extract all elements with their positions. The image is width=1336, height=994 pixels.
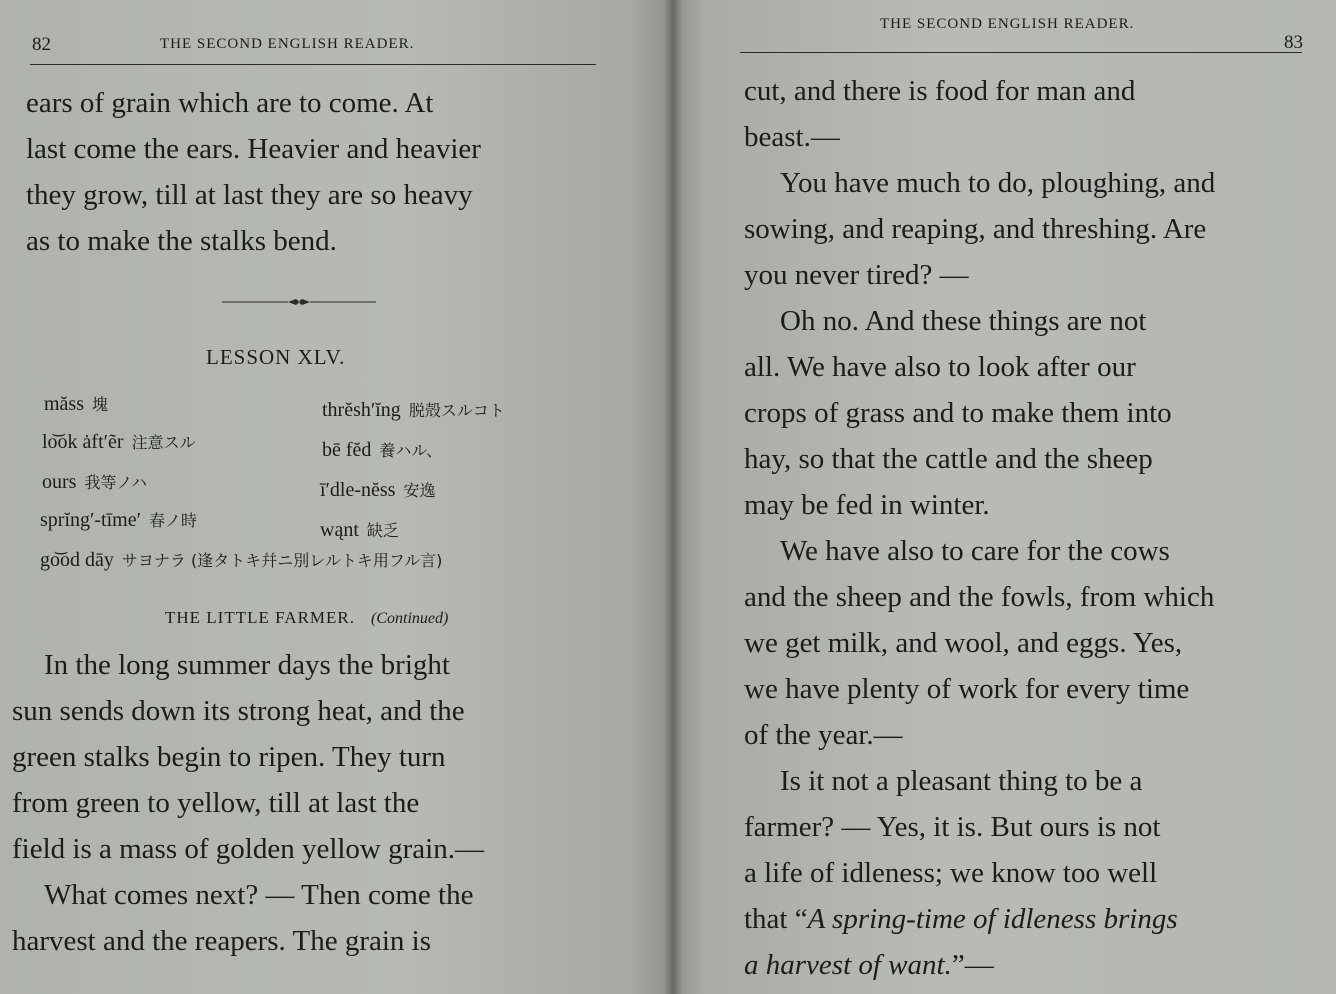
- right-body: [744, 68, 1310, 988]
- text-line: We have also to care for the cows: [780, 535, 1170, 567]
- vocab-item: [320, 478, 435, 502]
- text-line: You have much to do, ploughing, and: [780, 167, 1216, 199]
- quote-lead: that “: [744, 903, 808, 935]
- top-paragraph: [26, 80, 594, 264]
- running-head: THE SECOND ENGLISH READER.: [880, 16, 1135, 32]
- story-title-text: THE LITTLE FARMER.: [165, 608, 356, 627]
- quote-line: [744, 896, 1310, 942]
- vocab-item: [44, 392, 108, 416]
- text-line: green stalks begin to ripen. They turn: [12, 741, 446, 773]
- story-title: [165, 608, 448, 628]
- vocab-gloss: 塊: [92, 395, 109, 414]
- page-number: 82: [32, 34, 51, 55]
- text-line: Oh no. And these things are not: [780, 305, 1147, 337]
- text-line: we get milk, and wool, and eggs. Yes,: [744, 627, 1183, 659]
- text-line: may be fed in winter.: [744, 489, 990, 521]
- vocab-item: [40, 508, 197, 532]
- vocab-word: wąnt: [320, 519, 359, 541]
- vocab-word: lo͝ok ȧft′ẽr: [42, 431, 124, 453]
- vocab-word: sprĭng′-tīme′: [40, 509, 141, 531]
- header-rule: [740, 52, 1302, 53]
- text-line: ears of grain which are to come. At: [26, 87, 434, 119]
- vocab-gloss: 注意スル: [131, 433, 196, 452]
- vocab-gloss: 我等ノハ: [84, 473, 148, 492]
- text-line: they grow, till at last they are so heavy: [26, 179, 473, 211]
- text-line: beast.—: [744, 121, 840, 153]
- lesson-title: LESSON XLV.: [206, 345, 346, 369]
- text-line: as to make the stalks bend.: [26, 225, 337, 257]
- text-line: farmer? — Yes, it is. But ours is not: [744, 811, 1161, 843]
- right-page: [672, 0, 1336, 994]
- vocab-item: [320, 518, 399, 542]
- vocab-word: bē fĕd: [322, 439, 372, 461]
- story-title-note: (Continued): [371, 610, 449, 627]
- text-line: In the long summer days the bright: [44, 649, 450, 681]
- vocab-gloss: 安逸: [403, 481, 436, 500]
- vocab-item: [42, 470, 147, 494]
- vocab-word: ī′dle-nĕss: [320, 479, 396, 501]
- page-number: 83: [1284, 32, 1303, 53]
- header-rule: [30, 64, 596, 65]
- quote-line: [744, 942, 1310, 988]
- book-gutter: [664, 0, 682, 994]
- vocab-word: thrĕsh′ĭng: [322, 399, 401, 421]
- text-line: Is it not a pleasant thing to be a: [780, 765, 1143, 797]
- vocab-gloss: 養ハル、: [379, 441, 443, 460]
- vocab-gloss: 脱殻スルコト: [408, 401, 505, 420]
- text-line: crops of grass and to make them into: [744, 397, 1172, 429]
- quote-italic: A spring-time of idleness brings: [807, 903, 1178, 935]
- text-line: cut, and there is food for man and: [744, 75, 1136, 107]
- text-line: What comes next? — Then come the: [44, 879, 474, 911]
- vocab-item: [322, 398, 505, 422]
- divider-ornament: [222, 298, 376, 306]
- text-line: from green to yellow, till at last the: [12, 787, 420, 819]
- text-line: hay, so that the cattle and the sheep: [744, 443, 1153, 475]
- text-line: you never tired? —: [744, 259, 969, 291]
- quote-tail: ”—: [951, 949, 994, 981]
- quote-italic: a harvest of want.: [744, 949, 952, 981]
- vocab-gloss: 春ノ時: [148, 511, 197, 530]
- vocab-item: [42, 430, 196, 454]
- vocab-item: [322, 438, 442, 462]
- text-line: field is a mass of golden yellow grain.—: [12, 833, 484, 865]
- vocab-item: [40, 548, 442, 572]
- running-head: THE SECOND ENGLISH READER.: [160, 36, 415, 52]
- text-line: we have plenty of work for every time: [744, 673, 1190, 705]
- body-paragraph: [12, 642, 576, 964]
- text-line: of the year.—: [744, 719, 903, 751]
- vocab-word: go͝od dāy: [40, 549, 114, 571]
- text-line: sowing, and reaping, and threshing. Are: [744, 213, 1207, 245]
- text-line: a life of idleness; we know too well: [744, 857, 1158, 889]
- vocab-word: măss: [44, 393, 84, 415]
- vocab-gloss: 缺乏: [366, 521, 399, 540]
- vocab-word: ours: [42, 471, 77, 493]
- text-line: last come the ears. Heavier and heavier: [26, 133, 481, 165]
- vocab-gloss: サヨナラ (逢タトキ幷ニ別レルトキ用フル言): [121, 551, 443, 570]
- text-line: sun sends down its strong heat, and the: [12, 695, 465, 727]
- text-line: and the sheep and the fowls, from which: [744, 581, 1215, 613]
- text-line: harvest and the reapers. The grain is: [12, 925, 431, 957]
- text-line: all. We have also to look after our: [744, 351, 1136, 383]
